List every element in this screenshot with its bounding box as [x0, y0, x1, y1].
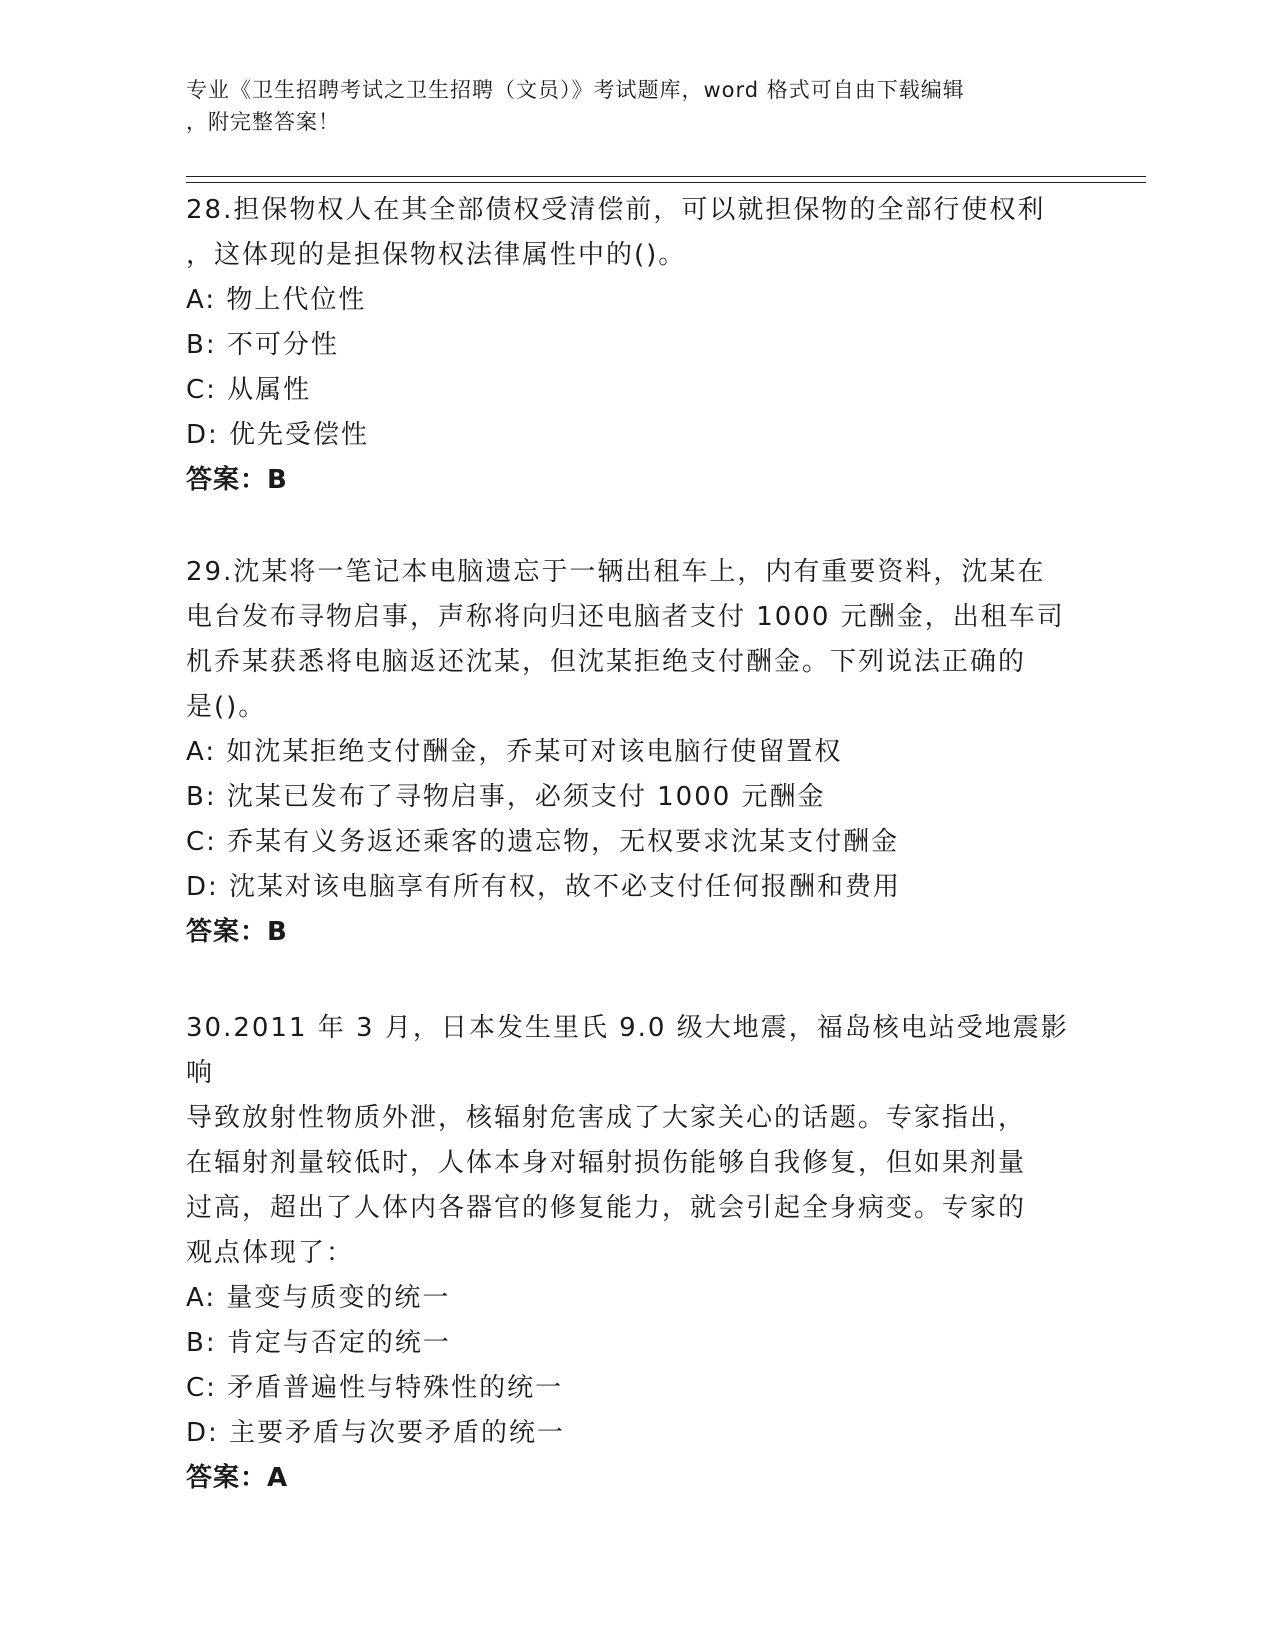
option-a: A: 如沈某拒绝支付酬金，乔某可对该电脑行使留置权	[186, 737, 843, 767]
answer: 答案：A	[186, 1463, 289, 1493]
option-a: A: 物上代位性	[186, 285, 367, 315]
question-stem-line: 过高，超出了人体内各器官的修复能力，就会引起全身病变。专家的	[186, 1193, 1027, 1223]
question-stem-line: 是()。	[186, 692, 267, 722]
option-b: B: 沈某已发布了寻物启事，必须支付 1000 元酬金	[186, 782, 826, 812]
header-line-2: ，附完整答案！	[186, 110, 340, 134]
option-d: D: 主要矛盾与次要矛盾的统一	[186, 1418, 566, 1448]
document-header	[186, 74, 1086, 138]
question-29	[186, 550, 1086, 955]
option-d: D: 优先受偿性	[186, 420, 370, 450]
option-a: A: 量变与质变的统一	[186, 1283, 451, 1313]
question-stem-line: 观点体现了：	[186, 1238, 355, 1268]
option-d: D: 沈某对该电脑享有所有权，故不必支付任何报酬和费用	[186, 872, 902, 902]
answer: 答案：B	[186, 465, 288, 495]
option-b: B: 不可分性	[186, 330, 339, 360]
option-c: C: 矛盾普遍性与特殊性的统一	[186, 1373, 564, 1403]
question-stem-line: 在辐射剂量较低时，人体本身对辐射损伤能够自我修复，但如果剂量	[186, 1148, 1027, 1178]
question-stem-line: 29.沈某将一笔记本电脑遗忘于一辆出租车上，内有重要资料，沈某在	[186, 557, 1046, 587]
question-30	[186, 1006, 1086, 1501]
question-stem-line: 电台发布寻物启事，声称将向归还电脑者支付 1000 元酬金，出租车司	[186, 602, 1065, 632]
question-stem-line: 28.担保物权人在其全部债权受清偿前，可以就担保物的全部行使权利	[186, 195, 1046, 225]
answer: 答案：B	[186, 917, 288, 947]
question-28	[186, 188, 1086, 503]
header-divider-top	[186, 176, 1146, 177]
header-divider-bottom	[186, 182, 1146, 183]
question-stem-line: 机乔某获悉将电脑返还沈某，但沈某拒绝支付酬金。下列说法正确的	[186, 647, 1027, 677]
question-stem-line: 导致放射性物质外泄，核辐射危害成了大家关心的话题。专家指出，	[186, 1103, 1027, 1133]
question-stem-line: ，这体现的是担保物权法律属性中的()。	[186, 240, 687, 270]
option-c: C: 从属性	[186, 375, 312, 405]
option-c: C: 乔某有义务返还乘客的遗忘物，无权要求沈某支付酬金	[186, 827, 900, 857]
question-stem-line: 30.2011 年 3 月，日本发生里氏 9.0 级大地震，福岛核电站受地震影响	[186, 1013, 1069, 1088]
header-line-1: 专业《卫生招聘考试之卫生招聘（文员）》考试题库，word 格式可自由下载编辑	[186, 78, 965, 102]
option-b: B: 肯定与否定的统一	[186, 1328, 451, 1358]
